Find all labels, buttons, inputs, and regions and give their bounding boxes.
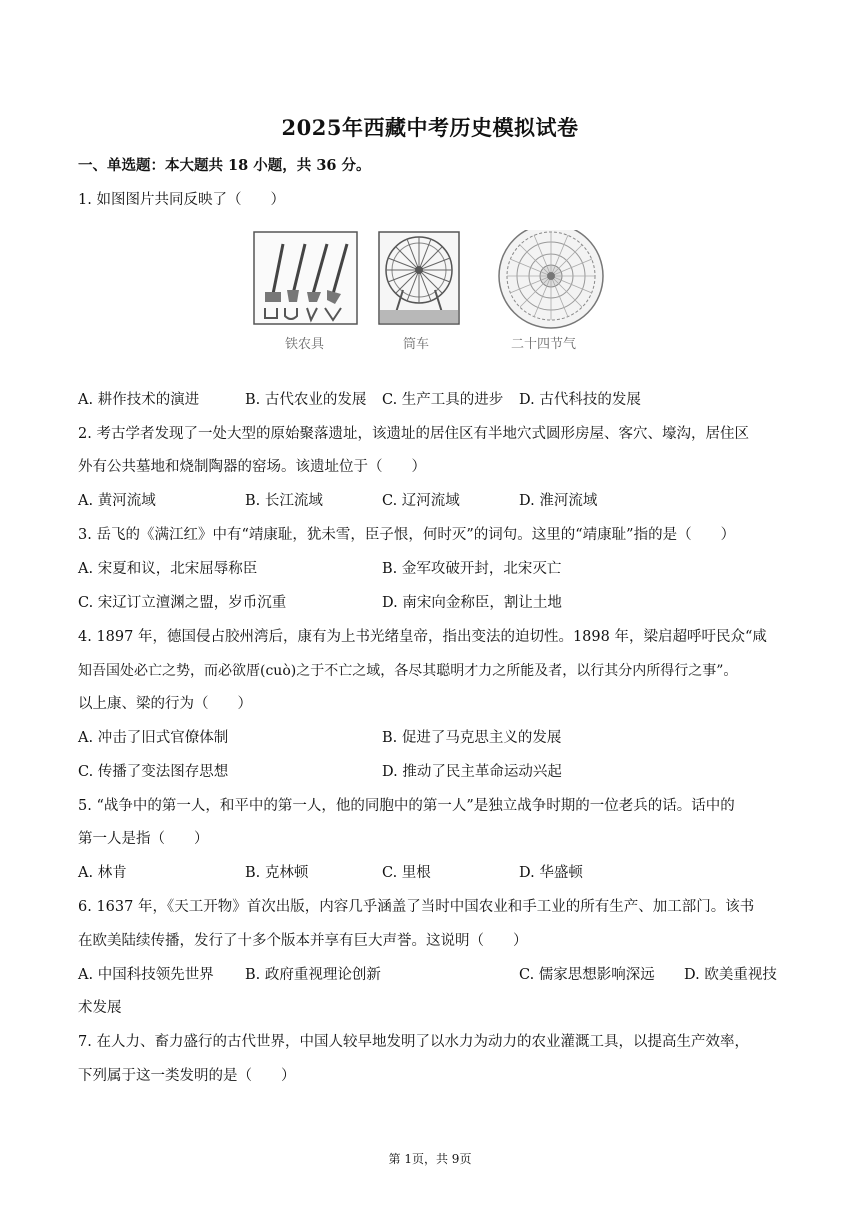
q2-option-b: B. 长江流域	[245, 493, 323, 509]
section-heading: 一、单选题：本大题共 18 小题，共 36 分。	[78, 157, 371, 174]
q6-option-b: B. 政府重视理论创新	[245, 967, 381, 983]
q5-option-c: C. 里根	[382, 865, 431, 881]
caption-solar-terms: 二十四节气	[511, 337, 577, 352]
q2-option-a: A. 黄河流域	[78, 493, 156, 509]
question-6-stem-line1: 6. 1637 年，《天工开物》首次出版，内容几乎涵盖了当时中国农业和手工业的所有生产、加工部门。该书	[78, 899, 755, 915]
q6-option-a: A. 中国科技领先世界	[78, 967, 214, 983]
q4-option-a: A. 冲击了旧式官僚体制	[78, 730, 229, 746]
q4-option-c: C. 传播了变法图存思想	[78, 764, 229, 780]
q1-option-d: D. 古代科技的发展	[519, 392, 641, 408]
q4-option-d: D. 推动了民主革命运动兴起	[382, 764, 562, 780]
q3-option-c: C. 宋辽订立澶渊之盟，岁币沉重	[78, 595, 287, 611]
q3-option-d: D. 南宋向金称臣，割让土地	[382, 595, 562, 611]
q1-option-a: A. 耕作技术的演进	[78, 392, 200, 408]
question-4-stem-line3: 以上康、梁的行为（ ）	[78, 696, 252, 712]
question-5-stem-line2: 第一人是指（ ）	[78, 831, 209, 847]
water-wheel-icon	[379, 232, 459, 324]
page-title: 2025年西藏中考历史模拟试卷	[281, 115, 579, 140]
q2-option-d: D. 淮河流域	[519, 493, 598, 509]
q4-option-b: B. 促进了马克思主义的发展	[382, 730, 562, 746]
q6-option-c: C. 儒家思想影响深远	[519, 967, 655, 983]
question-4-stem-line1: 4. 1897 年，德国侵占胶州湾后，康有为上书光绪皇帝，指出变法的迫切性。1898 年，梁启超呼吁民众“咸	[78, 629, 767, 645]
question-1-stem: 1. 如图图片共同反映了（ ）	[78, 192, 285, 208]
question-2-stem-line1: 2. 考古学者发现了一处大型的原始聚落遗址，该遗址的居住区有半地穴式圆形房屋、客穴、壕沟，居住区	[78, 426, 749, 442]
question-4-stem-line2: 知吾国处必亡之势，而必欲厝(cuò)之于不亡之域，各尽其聪明才力之所能及者，以行其分内所得行之事”。	[78, 663, 738, 679]
question-5-stem-line1: 5. “战争中的第一人，和平中的第一人，他的同胞中的第一人”是独立战争时期的一位老兵的话。话中的	[78, 798, 735, 814]
q2-option-c: C. 辽河流域	[382, 493, 460, 509]
question-3-stem: 3. 岳飞的《满江红》中有“靖康耻，犹未雪，臣子恨，何时灭”的词句。这里的“靖康耻”指的是（ ）	[78, 527, 736, 543]
page-footer: 第 1页，共 9页	[388, 1152, 472, 1166]
question-1-figure	[253, 230, 613, 360]
q6-option-d: D. 欧美重视技	[684, 967, 777, 983]
q1-option-c: C. 生产工具的进步	[382, 392, 504, 408]
question-7-stem-line2: 下列属于这一类发明的是（ ）	[78, 1068, 296, 1084]
q5-option-b: B. 克林顿	[245, 865, 309, 881]
caption-iron-tools: 铁农具	[285, 337, 325, 352]
solar-terms-wheel-icon	[499, 230, 603, 328]
q1-option-b: B. 古代农业的发展	[245, 392, 367, 408]
question-6-stem-line2: 在欧美陆续传播，发行了十多个版本并享有巨大声誉。这说明（ ）	[78, 933, 528, 949]
question-2-stem-line2: 外有公共墓地和烧制陶器的窑场。该遗址位于（ ）	[78, 459, 426, 475]
q5-option-a: A. 林肯	[78, 865, 127, 881]
farm-tools-icon	[254, 232, 357, 324]
q6-option-d-continued: 术发展	[78, 1000, 122, 1016]
caption-water-wheel: 筒车	[403, 337, 430, 352]
q5-option-d: D. 华盛顿	[519, 865, 583, 881]
q3-option-a: A. 宋夏和议，北宋屈辱称臣	[78, 561, 258, 577]
q3-option-b: B. 金军攻破开封，北宋灭亡	[382, 561, 562, 577]
question-7-stem-line1: 7. 在人力、畜力盛行的古代世界，中国人较早地发明了以水力为动力的农业灌溉工具，以提高生产效率，	[78, 1034, 749, 1050]
